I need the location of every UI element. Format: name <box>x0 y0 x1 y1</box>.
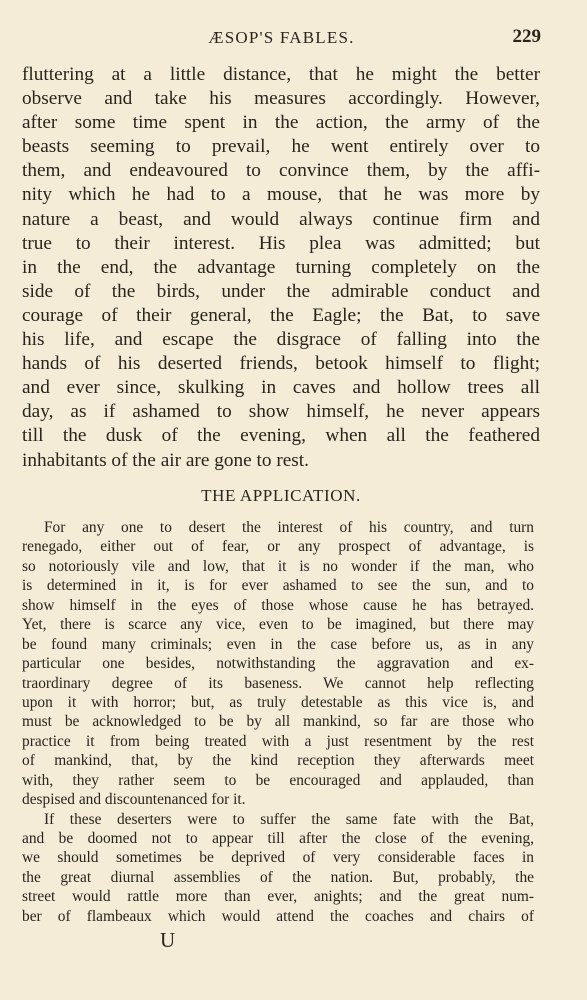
text-line: fluttering at a little distance, that he might the better <box>22 64 540 85</box>
text-line: and ever since, skulking in caves and hollow trees all <box>22 377 540 399</box>
text-line: true to their interest. His plea was admitted; but <box>22 232 540 254</box>
text-line: observe and take his measures accordingly. However, <box>22 88 540 110</box>
text-line: after some time spent in the action, the army of the <box>22 112 540 134</box>
text-line: courage of their general, the Eagle; the Bat, to save <box>22 304 540 326</box>
text-line: them, and endeavoured to convince them, by the affi- <box>22 160 540 182</box>
running-title: ÆSOP'S FABLES. <box>208 28 355 47</box>
text-line: upon it with horror; but, as truly detestable as this vice is, and <box>22 693 534 711</box>
application-text <box>22 518 534 926</box>
text-line: ber of flambeaux which would attend the coaches and chairs of <box>22 907 534 925</box>
text-line: particular one besides, notwithstanding the aggravation and ex- <box>22 655 534 673</box>
text-line: Yet, there is scarce any vice, even to be imagined, but there may <box>22 616 534 634</box>
text-line: be found many criminals; even in the case before us, as in any <box>22 635 534 653</box>
text-line: of mankind, that, by the kind reception they afterwards meet <box>22 752 534 770</box>
text-line: nature a beast, and would always continue firm and <box>22 208 540 230</box>
text-line: side of the birds, under the admirable conduct and <box>22 280 540 302</box>
text-line: street would rattle more than ever, anights; and the great num- <box>22 888 534 906</box>
text-line: day, as if ashamed to show himself, he never appears <box>22 401 540 423</box>
page-number: 229 <box>512 26 541 47</box>
text-line: we should sometimes be deprived of very considerable faces in <box>22 849 534 867</box>
text-line: renegado, either out of fear, or any prospect of advantage, is <box>22 538 534 556</box>
signature-mark: U <box>160 928 176 952</box>
text-line: with, they rather seem to be encouraged and applauded, than <box>22 771 534 789</box>
text-line: so notoriously vile and low, that it is no wonder if the man, who <box>22 557 534 575</box>
text-line: in the end, the advantage turning completely on the <box>22 256 540 278</box>
text-line: practice it from being treated with a just resentment by the rest <box>22 732 534 750</box>
section-heading: THE APPLICATION. <box>201 486 361 505</box>
text-line: the great diurnal assemblies of the nation. But, probably, the <box>22 868 534 886</box>
text-line: show himself in the eyes of those whose cause he has betrayed. <box>22 596 534 614</box>
text-line: is determined in it, is for ever ashamed to see the sun, and to <box>22 577 534 595</box>
text-line: and be doomed not to appear till after the close of the evening, <box>22 830 534 847</box>
text-line: despised and discountenanced for it. <box>22 791 246 809</box>
text-line: If these deserters were to suffer the same fate with the Bat, <box>44 810 534 828</box>
text-line: beasts seeming to prevail, he went entirely over to <box>22 136 540 158</box>
text-line: For any one to desert the interest of his country, and turn <box>44 519 534 536</box>
text-line: nity which he had to a mouse, that he was more by <box>22 184 540 206</box>
page-header <box>22 26 541 52</box>
text-line: hands of his deserted friends, betook himself to flight; <box>22 353 540 375</box>
text-line: inhabitants of the air are gone to rest. <box>22 449 309 471</box>
fable-body-text <box>22 63 540 473</box>
text-line: must be acknowledged to be by all mankind, so far are those who <box>22 713 534 731</box>
text-line: traordinary degree of its baseness. We cannot help reflecting <box>22 674 534 692</box>
text-line: till the dusk of the evening, when all the feathered <box>22 425 540 447</box>
text-line: his life, and escape the disgrace of falling into the <box>22 329 540 351</box>
